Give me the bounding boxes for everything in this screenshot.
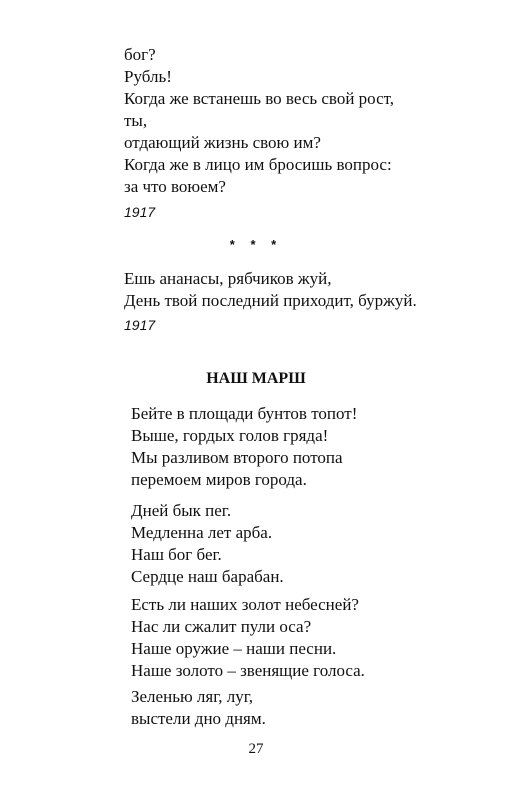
poem-line: ты, <box>124 111 148 130</box>
poem-line: перемоем миров города. <box>131 470 307 489</box>
poem-line: Дней бык пег. <box>131 501 232 520</box>
poem-line: за что воюем? <box>124 177 226 196</box>
poem-line: Медленна лет арба. <box>131 523 273 542</box>
poem-line: Ешь ананасы, рябчиков жуй, <box>124 269 332 288</box>
poem-line: Нас ли сжалит пули оса? <box>131 617 312 636</box>
poem-line: бог? <box>124 45 156 64</box>
poem-line: Есть ли наших золот небесней? <box>131 595 359 614</box>
poem-title: НАШ МАРШ <box>206 370 306 387</box>
poem-date: 1917 <box>124 204 156 220</box>
poem-line: отдающий жизнь свою им? <box>124 133 321 152</box>
poem-date: 1917 <box>124 317 156 333</box>
stanza <box>131 686 266 730</box>
poem-line: Когда же в лицо им бросишь вопрос: <box>124 155 392 174</box>
poem-line: Мы разливом второго потопа <box>131 448 343 467</box>
section-separator: * * * <box>229 237 283 252</box>
page-number: 27 <box>248 741 264 757</box>
poem-continuation <box>124 44 394 198</box>
poem-line: Зеленью ляг, луг, <box>131 687 254 706</box>
poem-short <box>124 268 417 312</box>
poem-line: Наш бог бег. <box>131 545 222 564</box>
stanza <box>131 403 357 491</box>
poem-line: Сердце наш барабан. <box>131 567 284 586</box>
poem-line: День твой последний приходит, буржуй. <box>124 291 417 310</box>
poem-line: Когда же встанешь во весь свой рост, <box>124 89 395 108</box>
poem-line: Рубль! <box>124 67 172 86</box>
stanza <box>131 500 284 588</box>
stanza <box>131 594 365 682</box>
poem-line: Бейте в площади бунтов топот! <box>131 404 358 423</box>
poem-line: выстели дно дням. <box>131 709 266 728</box>
poem-line: Выше, гордых голов гряда! <box>131 426 329 445</box>
poem-line: Наше оружие – наши песни. <box>131 639 337 658</box>
poem-line: Наше золото – звенящие голоса. <box>131 661 365 680</box>
